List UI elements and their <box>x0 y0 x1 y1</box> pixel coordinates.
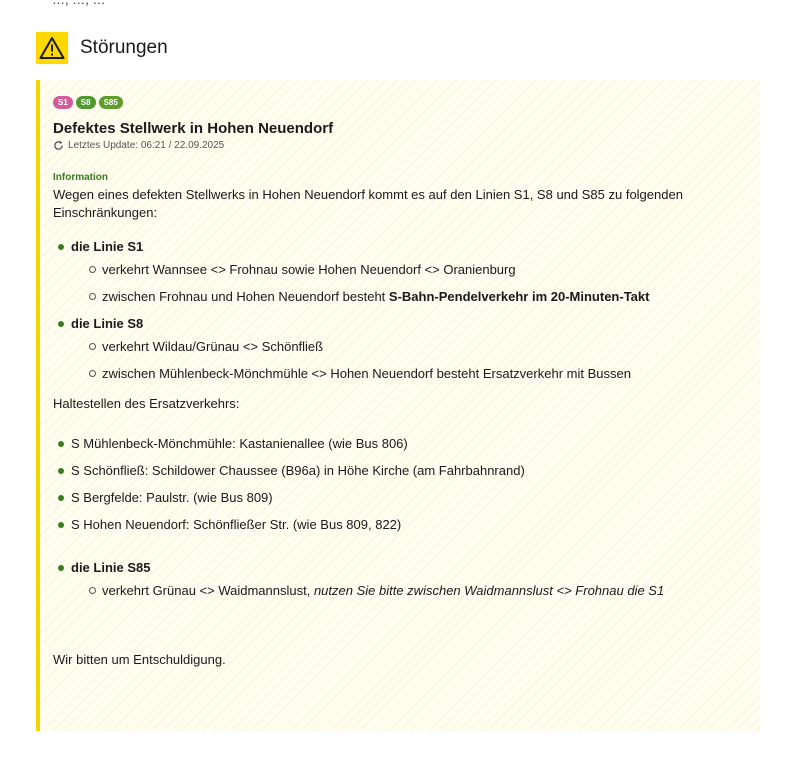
stop-item: S Hohen Neuendorf: Schönfließer Str. (wie Bus 809, 822) <box>53 516 760 534</box>
line-s8-details <box>71 338 760 383</box>
warning-icon <box>36 32 68 64</box>
stop-item: S Schönfließ: Schildower Chaussee (B96a) in Höhe Kirche (am Fahrbahnrand) <box>53 462 760 480</box>
badge-s1[interactable]: S1 <box>53 96 73 109</box>
line-s1-detail-1: verkehrt Wannsee <> Frohnau sowie Hohen Neuendorf <> Oranienburg <box>71 261 760 279</box>
lines-list-s1-s8 <box>53 238 760 383</box>
badge-s85[interactable]: S85 <box>99 96 123 109</box>
last-update <box>53 140 760 151</box>
line-s1-detail-2 <box>71 288 760 306</box>
line-s85-detail-1 <box>71 582 760 600</box>
line-s8-item <box>53 315 760 383</box>
section-title: Störungen <box>80 37 168 58</box>
line-s85-item <box>53 559 760 600</box>
refresh-icon <box>53 140 64 151</box>
stop-item: S Bergfelde: Paulstr. (wie Bus 809) <box>53 489 760 507</box>
replacement-stops-list <box>53 435 760 534</box>
information-label: Information <box>53 172 108 183</box>
line-s85-detail-1-italic: nutzen Sie bitte zwischen Waidmannslust <> Frohnau die S1 <box>313 583 665 598</box>
line-badges <box>53 96 760 109</box>
line-s1-detail-2-text: zwischen Frohnau und Hohen Neuendorf besteht <box>102 289 389 304</box>
last-update-text: Letztes Update: 06:21 / 22.09.2025 <box>68 140 225 151</box>
line-s1-item <box>53 238 760 306</box>
stop-item: S Mühlenbeck-Mönchmühle: Kastanienallee (wie Bus 806) <box>53 435 760 453</box>
cut-off-text <box>52 0 105 7</box>
stops-heading: Haltestellen des Ersatzverkehrs: <box>53 396 240 411</box>
lines-list-s85 <box>53 559 760 600</box>
incident-card <box>36 80 760 731</box>
line-s85-detail-1-text: verkehrt Grünau <> Waidmannslust, <box>102 583 314 598</box>
incident-title: Defektes Stellwerk in Hohen Neuendorf <box>53 120 334 137</box>
line-s8-detail-2: zwischen Mühlenbeck-Mönchmühle <> Hohen Neuendorf besteht Ersatzverkehr mit Bussen <box>71 365 760 383</box>
closing-text: Wir bitten um Entschuldigung. <box>53 652 226 667</box>
line-s1-details <box>71 261 760 306</box>
line-s85-title: die Linie S85 <box>71 560 151 575</box>
line-s1-title: die Linie S1 <box>71 239 144 254</box>
badge-s8[interactable]: S8 <box>76 96 96 109</box>
line-s85-details <box>71 582 760 600</box>
line-s1-detail-2-bold: S-Bahn-Pendelverkehr im 20-Minuten-Takt <box>388 289 650 304</box>
line-s8-detail-1: verkehrt Wildau/Grünau <> Schönfließ <box>71 338 760 356</box>
section-header <box>36 31 168 65</box>
intro-text: Wegen eines defekten Stellwerks in Hohen Neuendorf kommt es auf den Linien S1, S8 und S85 zu folgenden Einschränkungen: <box>53 187 683 220</box>
line-s8-title: die Linie S8 <box>71 316 144 331</box>
